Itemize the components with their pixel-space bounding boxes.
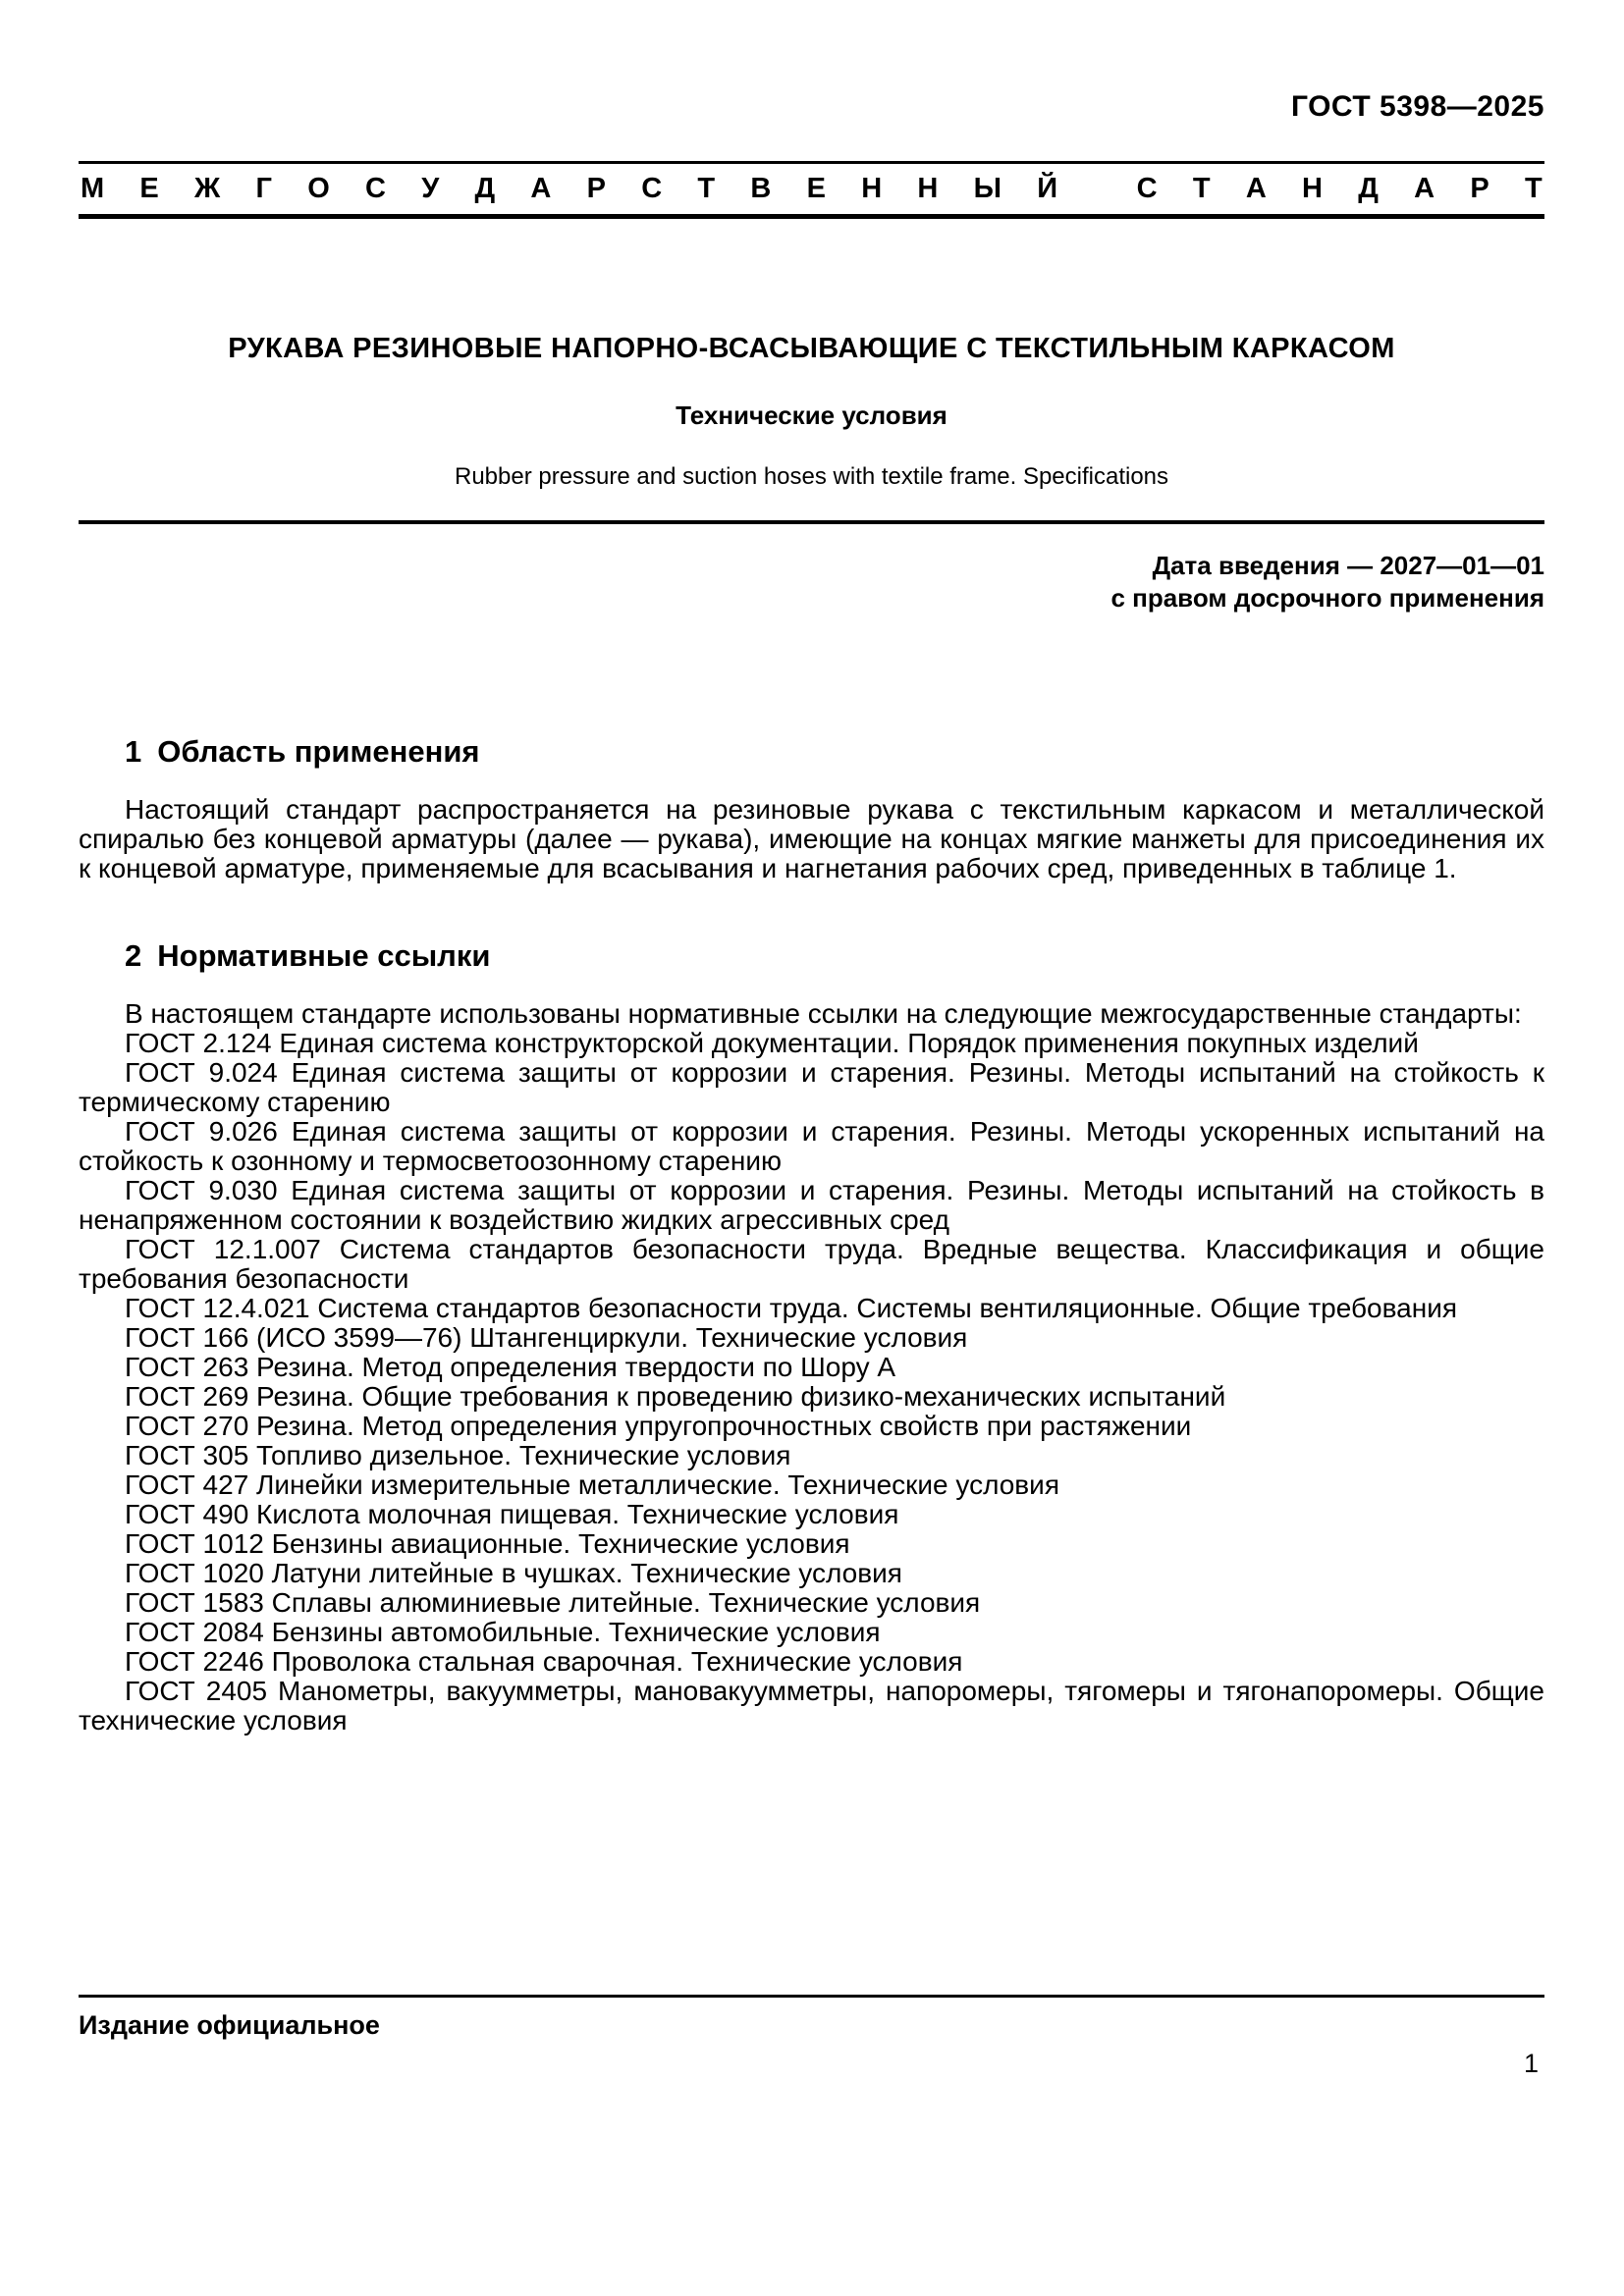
paragraph: ГОСТ 427 Линейки измерительные металлические. Технические условия [125,1469,1059,1500]
effective-date: Дата введения — 2027—01—01 [1152,551,1544,580]
section-number: 2 [125,938,142,973]
divider-bottom [79,214,1544,219]
effective-note: с правом досрочного применения [1110,583,1544,613]
section-heading-references [79,938,1544,974]
paragraph: ГОСТ 263 Резина. Метод определения твердости по Шору А [125,1352,896,1382]
paragraph: ГОСТ 12.4.021 Система стандартов безопасности труда. Системы вентиляционные. Общие требования [125,1293,1458,1323]
paragraph: ГОСТ 2084 Бензины автомобильные. Технические условия [125,1617,881,1647]
divider-title [79,520,1544,524]
paragraph: ГОСТ 305 Топливо дизельное. Технические условия [125,1440,791,1470]
document-subtitle-ru: Технические условия [676,400,947,430]
paragraph: ГОСТ 490 Кислота молочная пищевая. Технические условия [125,1499,899,1529]
section-title: Нормативные ссылки [157,938,491,973]
paragraph: ГОСТ 2.124 Единая система конструкторской документации. Порядок применения покупных изделий [125,1028,1419,1058]
section-heading-scope [79,734,1544,770]
paragraph: ГОСТ 1583 Сплавы алюминиевые литейные. Технические условия [125,1587,981,1618]
paragraph: ГОСТ 1020 Латуни литейные в чушках. Технические условия [125,1558,902,1588]
standard-type-label: М Е Ж Г О С У Д А Р С Т В Е Н Н Ы Й С Т А Н Д А Р Т [81,173,1543,204]
paragraph: ГОСТ 9.026 Единая система защиты от коррозии и старения. Резины. Методы ускоренных испытаний на стойкость к озонному и термосветоозонному старению [79,1116,1544,1176]
edition-note: Издание официальное [79,2010,380,2040]
document-title-ru: РУКАВА РЕЗИНОВЫЕ НАПОРНО-ВСАСЫВАЮЩИЕ С ТЕКСТИЛЬНЫМ КАРКАСОМ [228,333,1395,364]
paragraph: ГОСТ 9.024 Единая система защиты от коррозии и старения. Резины. Методы испытаний на стойкость к термическому старению [79,1057,1544,1117]
standard-type-banner [79,161,1544,219]
paragraph: ГОСТ 1012 Бензины авиационные. Технические условия [125,1528,850,1559]
paragraph: Настоящий стандарт распространяется на резиновые рукава с текстильным каркасом и металлической спиралью без концевой арматуры (далее — рукава), имеющие на концах мягкие манжеты для присоединения их к концевой арматуре, применяемые для всасывания и нагнетания рабочих сред, приведенных в таблице 1. [79,794,1544,883]
paragraph: ГОСТ 166 (ИСО 3599—76) Штангенциркули. Технические условия [125,1322,968,1353]
section-title: Область применения [157,734,480,769]
paragraph: ГОСТ 269 Резина. Общие требования к проведению физико-механических испытаний [125,1381,1226,1412]
paragraph: ГОСТ 9.030 Единая система защиты от коррозии и старения. Резины. Методы испытаний на стойкость в ненапряженном состоянии к воздействию жидких агрессивных сред [79,1175,1544,1235]
page-footer [79,1995,1544,2079]
paragraph: ГОСТ 2405 Манометры, вакуумметры, мановакуумметры, напоромеры, тягомеры и тягонапоромеры. Общие технические условия [79,1676,1544,1735]
section-number: 1 [125,734,142,769]
doc-number: ГОСТ 5398—2025 [1290,90,1544,123]
paragraph: ГОСТ 12.1.007 Система стандартов безопасности труда. Вредные вещества. Классификация и общие требования безопасности [79,1234,1544,1294]
page-number: 1 [1523,2049,1539,2078]
paragraph: ГОСТ 2246 Проволока стальная сварочная. Технические условия [125,1646,963,1677]
divider-footer [79,1995,1544,1998]
document-title-en: Rubber pressure and suction hoses with textile frame. Specifications [454,463,1169,490]
effective-date-block [79,550,1544,614]
paragraph: ГОСТ 270 Резина. Метод определения упругопрочностных свойств при растяжении [125,1411,1192,1441]
paragraph: В настоящем стандарте использованы нормативные ссылки на следующие межгосударственные стандарты: [125,998,1522,1029]
